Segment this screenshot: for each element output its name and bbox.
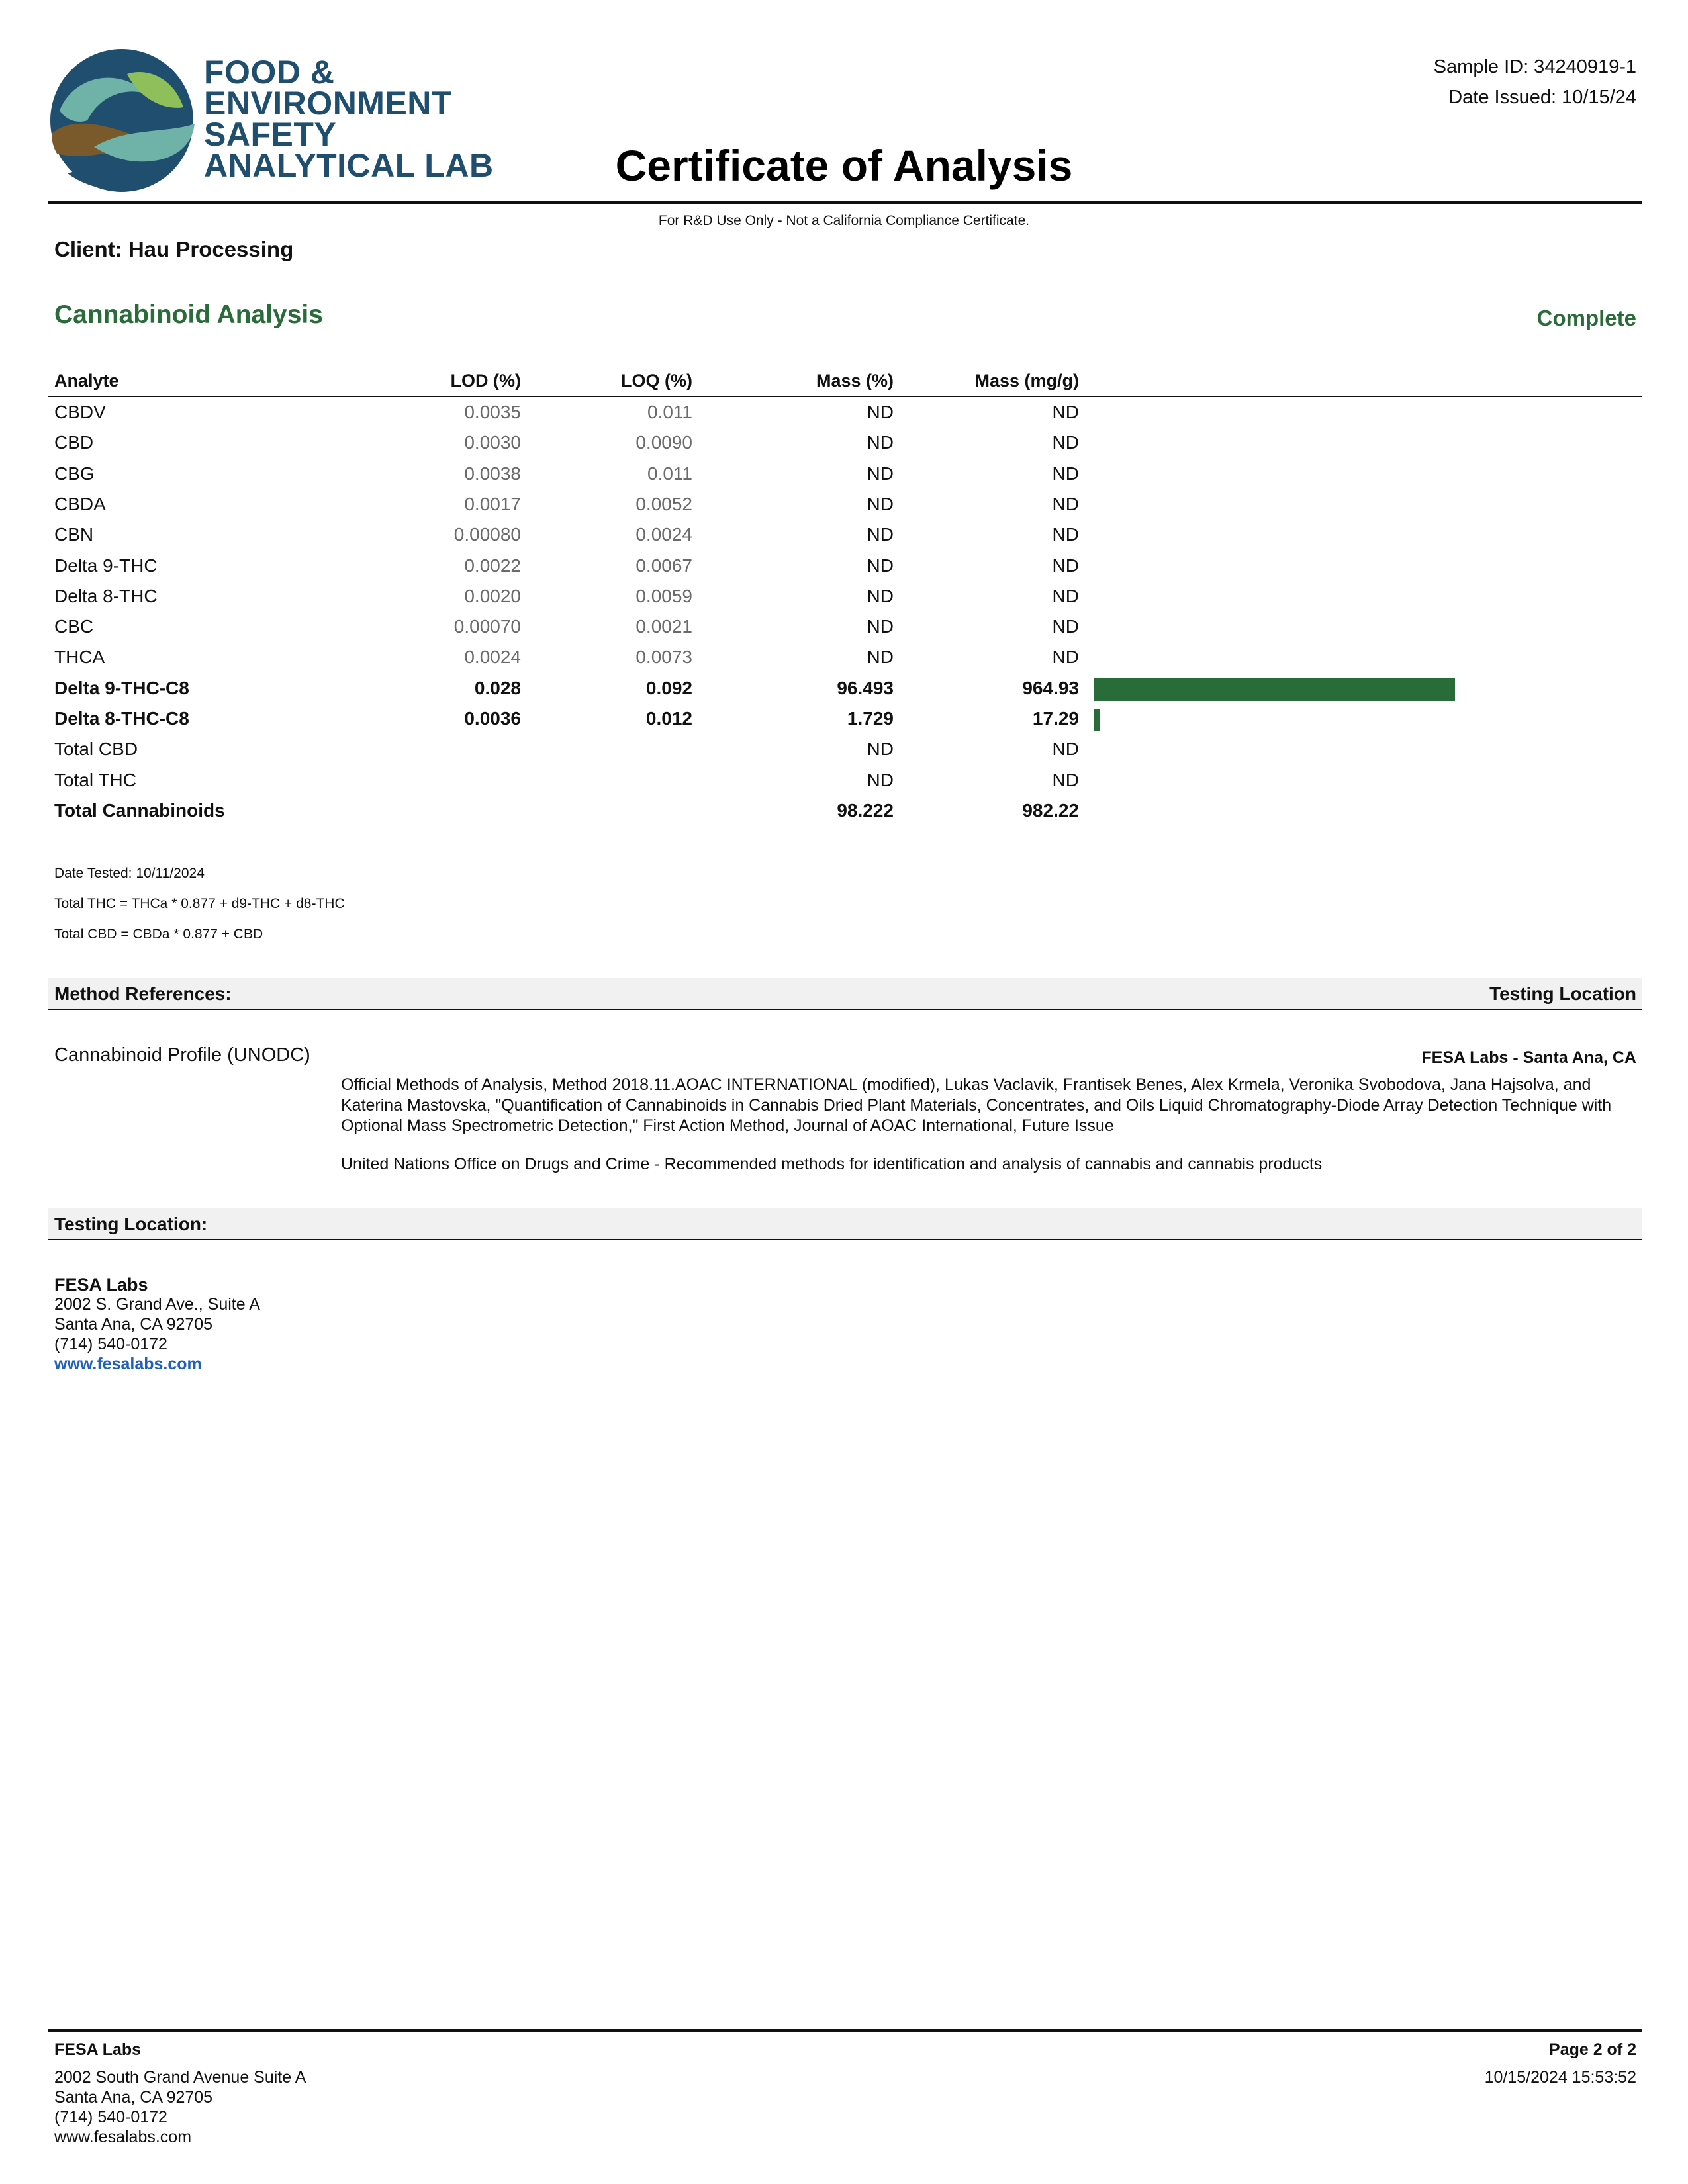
method-references-divider	[48, 1009, 1642, 1010]
testing-location-band	[48, 1208, 1642, 1239]
loq-cell: 0.0052	[635, 493, 692, 514]
lab-name: FOOD & ENVIRONMENT SAFETY ANALYTICAL LAB	[204, 54, 494, 184]
testing-location-divider	[48, 1239, 1642, 1240]
mass-mg-cell: ND	[1052, 555, 1079, 576]
method-name: Cannabinoid Profile (UNODC)	[54, 1044, 310, 1066]
lod-cell: 0.0035	[464, 402, 521, 422]
loq-cell: 0.0073	[635, 647, 692, 668]
total-cbd-formula: Total CBD = CBDa * 0.877 + CBD	[54, 927, 263, 942]
mass-pct-cell: ND	[867, 493, 894, 514]
lod-cell: 0.0030	[464, 432, 521, 453]
analyte-cell: CBC	[54, 616, 94, 637]
table-row	[0, 428, 1688, 458]
table-row	[0, 796, 1688, 826]
mass-mg-cell: ND	[1052, 585, 1079, 606]
loq-cell: 0.0090	[635, 432, 692, 453]
loq-cell: 0.0024	[635, 524, 692, 545]
total-thc-formula: Total THC = THCa * 0.877 + d9-THC + d8-THC	[54, 896, 345, 911]
loq-cell: 0.092	[645, 677, 692, 698]
analyte-cell: CBD	[54, 432, 94, 453]
analyte-cell: CBDA	[54, 493, 106, 514]
analyte-cell: Delta 8-THC	[54, 585, 158, 606]
lod-cell: 0.0036	[464, 708, 521, 729]
date-tested: Date Tested: 10/11/2024	[54, 866, 205, 881]
mass-pct-cell: 1.729	[847, 708, 894, 729]
lod-cell: 0.0020	[464, 585, 521, 606]
table-row	[0, 551, 1688, 581]
page-number: Page 2 of 2	[1549, 2040, 1636, 2059]
mass-bar	[1094, 678, 1455, 701]
method-location: FESA Labs - Santa Ana, CA	[1421, 1048, 1636, 1067]
mass-mg-cell: ND	[1052, 647, 1079, 668]
mass-pct-cell: ND	[867, 463, 894, 484]
analyte-cell: Delta 9-THC	[54, 555, 158, 576]
method-references-heading: Method References:	[54, 983, 232, 1004]
analyte-cell: Total THC	[54, 769, 136, 790]
testing-location-column-heading: Testing Location	[1489, 983, 1636, 1004]
analyte-cell: CBDV	[54, 402, 106, 422]
analyte-cell: CBG	[54, 463, 95, 484]
method-description-unodc: United Nations Office on Drugs and Crime - Recommended methods for identification and analysis of cannabis and cannabis products	[341, 1155, 1323, 1173]
loq-cell: 0.0067	[635, 555, 692, 576]
table-row	[0, 581, 1688, 612]
mass-mg-cell: ND	[1052, 493, 1079, 514]
mass-mg-cell: ND	[1052, 616, 1079, 637]
mass-pct-cell: ND	[867, 555, 894, 576]
mass-pct-cell: ND	[867, 647, 894, 668]
col-analyte: Analyte	[54, 371, 119, 390]
header-divider	[48, 201, 1642, 204]
mass-pct-cell: 98.222	[837, 799, 894, 821]
analyte-cell: Total CBD	[54, 739, 138, 760]
sample-info	[1434, 52, 1636, 113]
method-description: Official Methods of Analysis, Method 2018.11.AOAC INTERNATIONAL (modified), Lukas Vaclavik, Frantisek Benes, Alex Krmela, Veronika Svobodova, Jana Hajsolva, and Katerina Mastovska, "Quantification of Cannabinoids in Cannabis Dried Plant Materials, Concentrates, and Oils Liquid Chromatography-Diode Array Detection Technique with Optional Mass Spectrometric Detection," First Action Method, Journal of AOAC International, Future Issue	[341, 1075, 1612, 1135]
testing-location-address: FESA Labs 2002 S. Grand Ave., Suite A Santa Ana, CA 92705 (714) 540-0172 www.fesalabs.com	[54, 1275, 260, 1373]
section-title: Cannabinoid Analysis	[54, 300, 323, 329]
mass-pct-cell: ND	[867, 616, 894, 637]
lod-cell: 0.0017	[464, 493, 521, 514]
loq-cell: 0.0021	[635, 616, 692, 637]
lod-cell: 0.0024	[464, 647, 521, 668]
testing-location-heading: Testing Location:	[54, 1214, 208, 1234]
disclaimer: For R&D Use Only - Not a California Compliance Certificate.	[658, 213, 1030, 228]
mass-mg-cell: 964.93	[1022, 677, 1079, 698]
table-row	[0, 734, 1688, 764]
mass-pct-cell: ND	[867, 402, 894, 422]
lod-cell: 0.00070	[453, 616, 521, 637]
mass-mg-cell: ND	[1052, 402, 1079, 422]
mass-mg-cell: ND	[1052, 769, 1079, 790]
table-row	[0, 765, 1688, 796]
mass-mg-cell: ND	[1052, 524, 1079, 545]
table-row	[0, 459, 1688, 489]
mass-mg-cell: 982.22	[1022, 799, 1079, 821]
method-references-band	[48, 978, 1642, 1009]
mass-mg-cell: 17.29	[1032, 708, 1079, 729]
mass-pct-cell: 96.493	[837, 677, 894, 698]
table-row	[0, 612, 1688, 642]
page-title: Certificate of Analysis	[615, 141, 1073, 190]
table-row	[0, 642, 1688, 672]
analyte-cell: CBN	[54, 524, 94, 545]
website-link[interactable]: www.fesalabs.com	[54, 1355, 202, 1373]
table-row	[0, 397, 1688, 428]
loq-cell: 0.011	[647, 463, 692, 484]
analyte-cell: Delta 8-THC-C8	[54, 708, 189, 729]
col-mass-mg: Mass (mg/g)	[974, 371, 1079, 390]
analyte-cell: Delta 9-THC-C8	[54, 677, 189, 698]
col-lod: LOD (%)	[450, 371, 521, 390]
lod-cell: 0.00080	[453, 524, 521, 545]
mass-pct-cell: ND	[867, 432, 894, 453]
analyte-cell: THCA	[54, 647, 105, 668]
footer-timestamp: 10/15/2024 15:53:52	[1484, 2068, 1636, 2087]
mass-pct-cell: ND	[867, 585, 894, 606]
table-row	[0, 520, 1688, 550]
table-row	[0, 489, 1688, 520]
mass-pct-cell: ND	[867, 769, 894, 790]
col-mass-pct: Mass (%)	[816, 371, 894, 390]
footer-page-info	[1485, 2040, 1636, 2087]
mass-mg-cell: ND	[1052, 463, 1079, 484]
lod-cell: 0.028	[474, 677, 521, 698]
client-name: Client: Hau Processing	[54, 237, 294, 261]
mass-pct-cell: ND	[867, 524, 894, 545]
footer-divider	[48, 2029, 1642, 2032]
loq-cell: 0.011	[647, 402, 692, 422]
footer-address: FESA Labs 2002 South Grand Avenue Suite A Santa Ana, CA 92705 (714) 540-0172 www.fesalabs.com	[54, 2040, 306, 2146]
table-row	[0, 673, 1688, 704]
lod-cell: 0.0038	[464, 463, 521, 484]
table-row	[0, 704, 1688, 734]
col-loq: LOQ (%)	[621, 371, 692, 390]
loq-cell: 0.0059	[635, 585, 692, 606]
mass-mg-cell: ND	[1052, 739, 1079, 760]
status-badge: Complete	[1536, 306, 1636, 330]
sample-id: Sample ID: 34240919-1	[1433, 56, 1636, 77]
lod-cell: 0.0022	[464, 555, 521, 576]
date-issued: Date Issued: 10/15/24	[1448, 87, 1636, 108]
mass-pct-cell: ND	[867, 739, 894, 760]
mass-mg-cell: ND	[1052, 432, 1079, 453]
loq-cell: 0.012	[645, 708, 692, 729]
mass-bar	[1094, 709, 1100, 731]
analyte-cell: Total Cannabinoids	[54, 799, 225, 821]
